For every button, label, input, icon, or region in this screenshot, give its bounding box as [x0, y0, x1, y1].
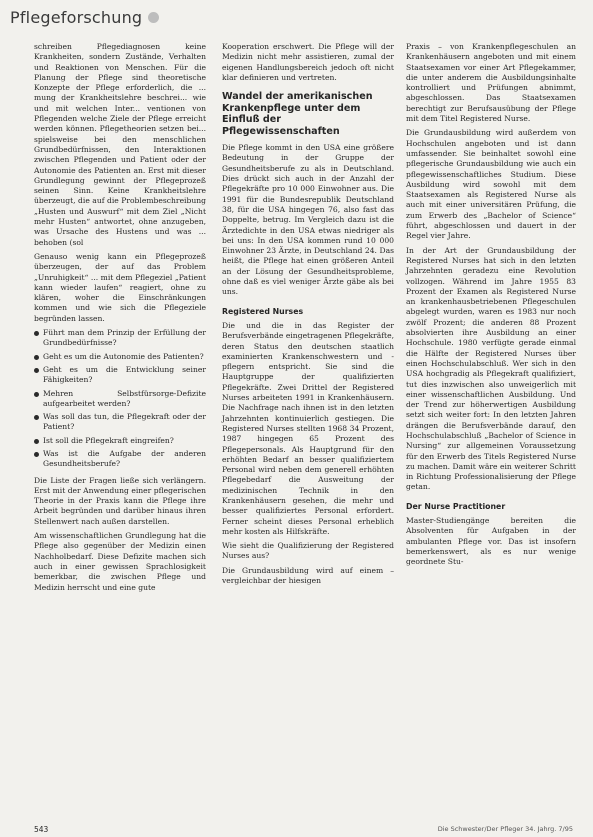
list-item: Mehren Selbstfürsorge-Defizite aufgearbeitet werden?	[34, 389, 206, 410]
paragraph: In der Art der Grundausbildung der Registered Nurses hat sich in den letzten Jahrzehnten geradezu eine Revolution vollzogen. Während im Jahre 1955 83 Prozent der Examen als Registered Nurse an krankenhausbetriebenen Pflegeschulen abgelegt wurden, waren es 1983 nur noch zwölf Prozent; die anderen 88 Prozent absolvierten ihre Ausbildung an einer Hochschule. 1980 verfügte gerade einmal die Hälfte der Registered Nurses über einen Hochschulabschluß. Wer sich in den USA hochgradig als Pflegekraft qualifiziert, tut dies inzwischen also unweigerlich mit einer wissenschaftlichen Ausbildung. Und der Trend zur höherwertigen Ausbildung setzt sich weiter fort: In den letzten Jahren drängen die Berufsverbände darauf, den Hochschulabschluß „Bachelor of Science in Nursing“ zur allgemeinen Voraussetzung für den Erwerb des Titels Registered Nurse zu machen. Damit wäre ein weiterer Schritt in Richtung Professionalisierung der Pflege getan.	[406, 245, 576, 492]
paragraph: Praxis – von Krankenpflegeschulen an Krankenhäusern angeboten und mit einem Staatsexamen vor einer Art Pflegekammer, die unter anderem die Ausbildungsinhalte kontrolliert und Prüfungen abnimmt, abgeschlossen. Das Staatsexamen berechtigt zur Berufsausübung der Pflege mit dem Titel Registered Nurse.	[406, 42, 576, 124]
paragraph: Am wissenschaftlichen Grundlegung hat die Pflege also gegenüber der Medizin einen Nachholbedarf. Diese Defizite machen sich auch in einer gewissen Sprachlosigkeit bemerkbar, die zwischen Pflege und Medizin herrscht und eine gute	[34, 531, 206, 592]
column-1	[34, 42, 206, 597]
page-number: 543	[34, 825, 49, 834]
column-3	[406, 42, 576, 572]
section-header	[10, 6, 159, 28]
paragraph: Die Pflege kommt in den USA eine größere Bedeutung in der Gruppe der Gesundheitsberufe zu als in Deutschland. Dies drückt sich auch in der Anzahl der Pflegekräfte pro 10 000 Einwohner aus. Die 1991 für die Bundesrepublik Deutschland 38, für die USA hingegen 76, also fast das Doppelte, betrug. Im Vergleich dazu ist die Ärztedichte in den USA etwas niedriger als bei uns: In den USA kommen rund 10 000 Einwohner 23 Ärzte, in Deutschland 24. Das heißt, die Pflege hat einen größeren Anteil an der Lösung der Gesundheitsprobleme, ohne daß es viel weniger Ärzte gäbe als bei uns.	[222, 143, 394, 297]
paragraph: Wie sieht die Qualifizierung der Registered Nurses aus?	[222, 541, 394, 561]
list-item: Geht es um die Entwicklung seiner Fähigkeiten?	[34, 365, 206, 386]
paragraph: Die Grundausbildung wird auf einem – vergleichbar der hiesigen	[222, 565, 394, 586]
article-subheading: Wandel der amerikanischen Krankenpflege unter dem Einfluß der Pflegewissenschaften	[222, 91, 373, 137]
list-item: Was soll das tun, die Pflegekraft oder der Patient?	[34, 412, 206, 433]
paragraph: Master-Studiengänge bereiten die Absolventen für Aufgaben in der ambulanten Pflege vor. Das ist insofern bemerkenswert, als es nur wenige geordnete Stu-	[406, 516, 576, 567]
paragraph: Kooperation erschwert. Die Pflege will der Medizin nicht mehr assistieren, zumal der eigenen Handlungsbereich jedoch oft nicht klar definieren und vertreten.	[222, 42, 394, 82]
list-item: Führt man dem Prinzip der Erfüllung der Grundbedürfnisse?	[34, 328, 206, 349]
section-title: Pflegeforschung	[10, 7, 143, 27]
list-item: Geht es um die Autonomie des Patienten?	[34, 352, 206, 362]
column-2	[222, 42, 394, 590]
subsection-heading: Registered Nurses	[222, 306, 304, 316]
journal-citation: Die Schwester/Der Pfleger 34. Jahrg. 7/95	[437, 825, 573, 833]
section-marker-icon	[148, 12, 159, 23]
paragraph: Genauso wenig kann ein Pflegeprozeß überzeugen, der auf das Problem „Unruhigkeit“ ... mit dem Pflegeziel „Patient kann wieder laufen“ reagiert, ohne zu klären, woher die Einschränkungen kommen und wie sich die Pflegeziele begründen lassen.	[34, 251, 206, 323]
list-item: Was ist die Aufgabe der anderen Gesundheitsberufe?	[34, 449, 206, 470]
list-item: Ist soll die Pflegekraft eingreifen?	[34, 436, 206, 446]
paragraph: Die und die in das Register der Berufsverbände eingetragenen Pflegekräfte, deren Status den deutschen staatlich examinierten Krankenschwestern und -pflegern entspricht. Sie sind die Hauptgruppe der qualifizierten Pflegekräfte. Zwei Drittel der Registered Nurses arbeiteten 1991 in Krankenhäusern. Die Nachfrage nach ihnen ist in den letzten Jahrzehnten kontinuierlich gestiegen. Die Registered Nurses stellten 1968 34 Prozent, 1987 hingegen 65 Prozent des Pflegepersonals. Als Hauptgrund für den erhöhten Bedarf an besser qualifiziertem Personal wird neben dem generell erhöhten Pflegebedarf die Ausweitung der medizinischen Technik in den Krankenhäusern gesehen, die mehr und besser qualifiziertes Personal erfordert. Ferner scheint dieses Personal erheblich mehr kosten als Hilfskräfte.	[222, 320, 394, 536]
paragraph: Die Liste der Fragen ließe sich verlängern. Erst mit der Anwendung einer pflegerischen Theorie in der Praxis kann die Pflege ihre Arbeit begründen und darüber hinaus ihren Stellenwert nach außen darstellen.	[34, 475, 206, 526]
question-list	[34, 328, 206, 470]
paragraph: schreiben Pflegediagnosen keine Krankheiten, sondern Zustände, Verhalten und Reaktionen von Menschen. Für die Planung der Pflege sind theoretische Konzepte der Pflege erforderlich, die ... mung der Krankheitslehre beschrei... wie und mit welchen Inter... ventionen von Pflegenden welche Ziele der Pflege erreicht werden können. Pflegetheorien setzen bei... spielsweise bei den menschlichen Grundbedürfnissen, den Interaktionen zwischen Pflegenden und Patient oder der Autonomie des Patienten an. Erst mit dieser Grundlegung gewinnt der Pflegeprozeß seinen Sinn. Keine Krankheitslehre überzeugt, die auf die Problembeschreibung „Husten und Auswurf“ mit dem Ziel „Nicht mehr Husten“ antwortet, ohne anzugeben, was Ursache des Hustens und was ... behoben (sol	[34, 42, 206, 247]
paragraph: Die Grundausbildung wird außerdem von Hochschulen angeboten und ist dann umfassender. Sie beinhaltet sowohl eine pflegerische Grundausbildung wie auch ein pflegewissenschaftliches Studium. Diese Ausbildung wird sowohl mit dem Staatsexamen als Registered Nurse als auch mit einer universitären Prüfung, die zum Erwerb des „Bachelor of Science“ führt, abgeschlossen und dauert in der Regel vier Jahre.	[406, 128, 576, 241]
subsection-heading: Der Nurse Practitioner	[406, 501, 506, 511]
